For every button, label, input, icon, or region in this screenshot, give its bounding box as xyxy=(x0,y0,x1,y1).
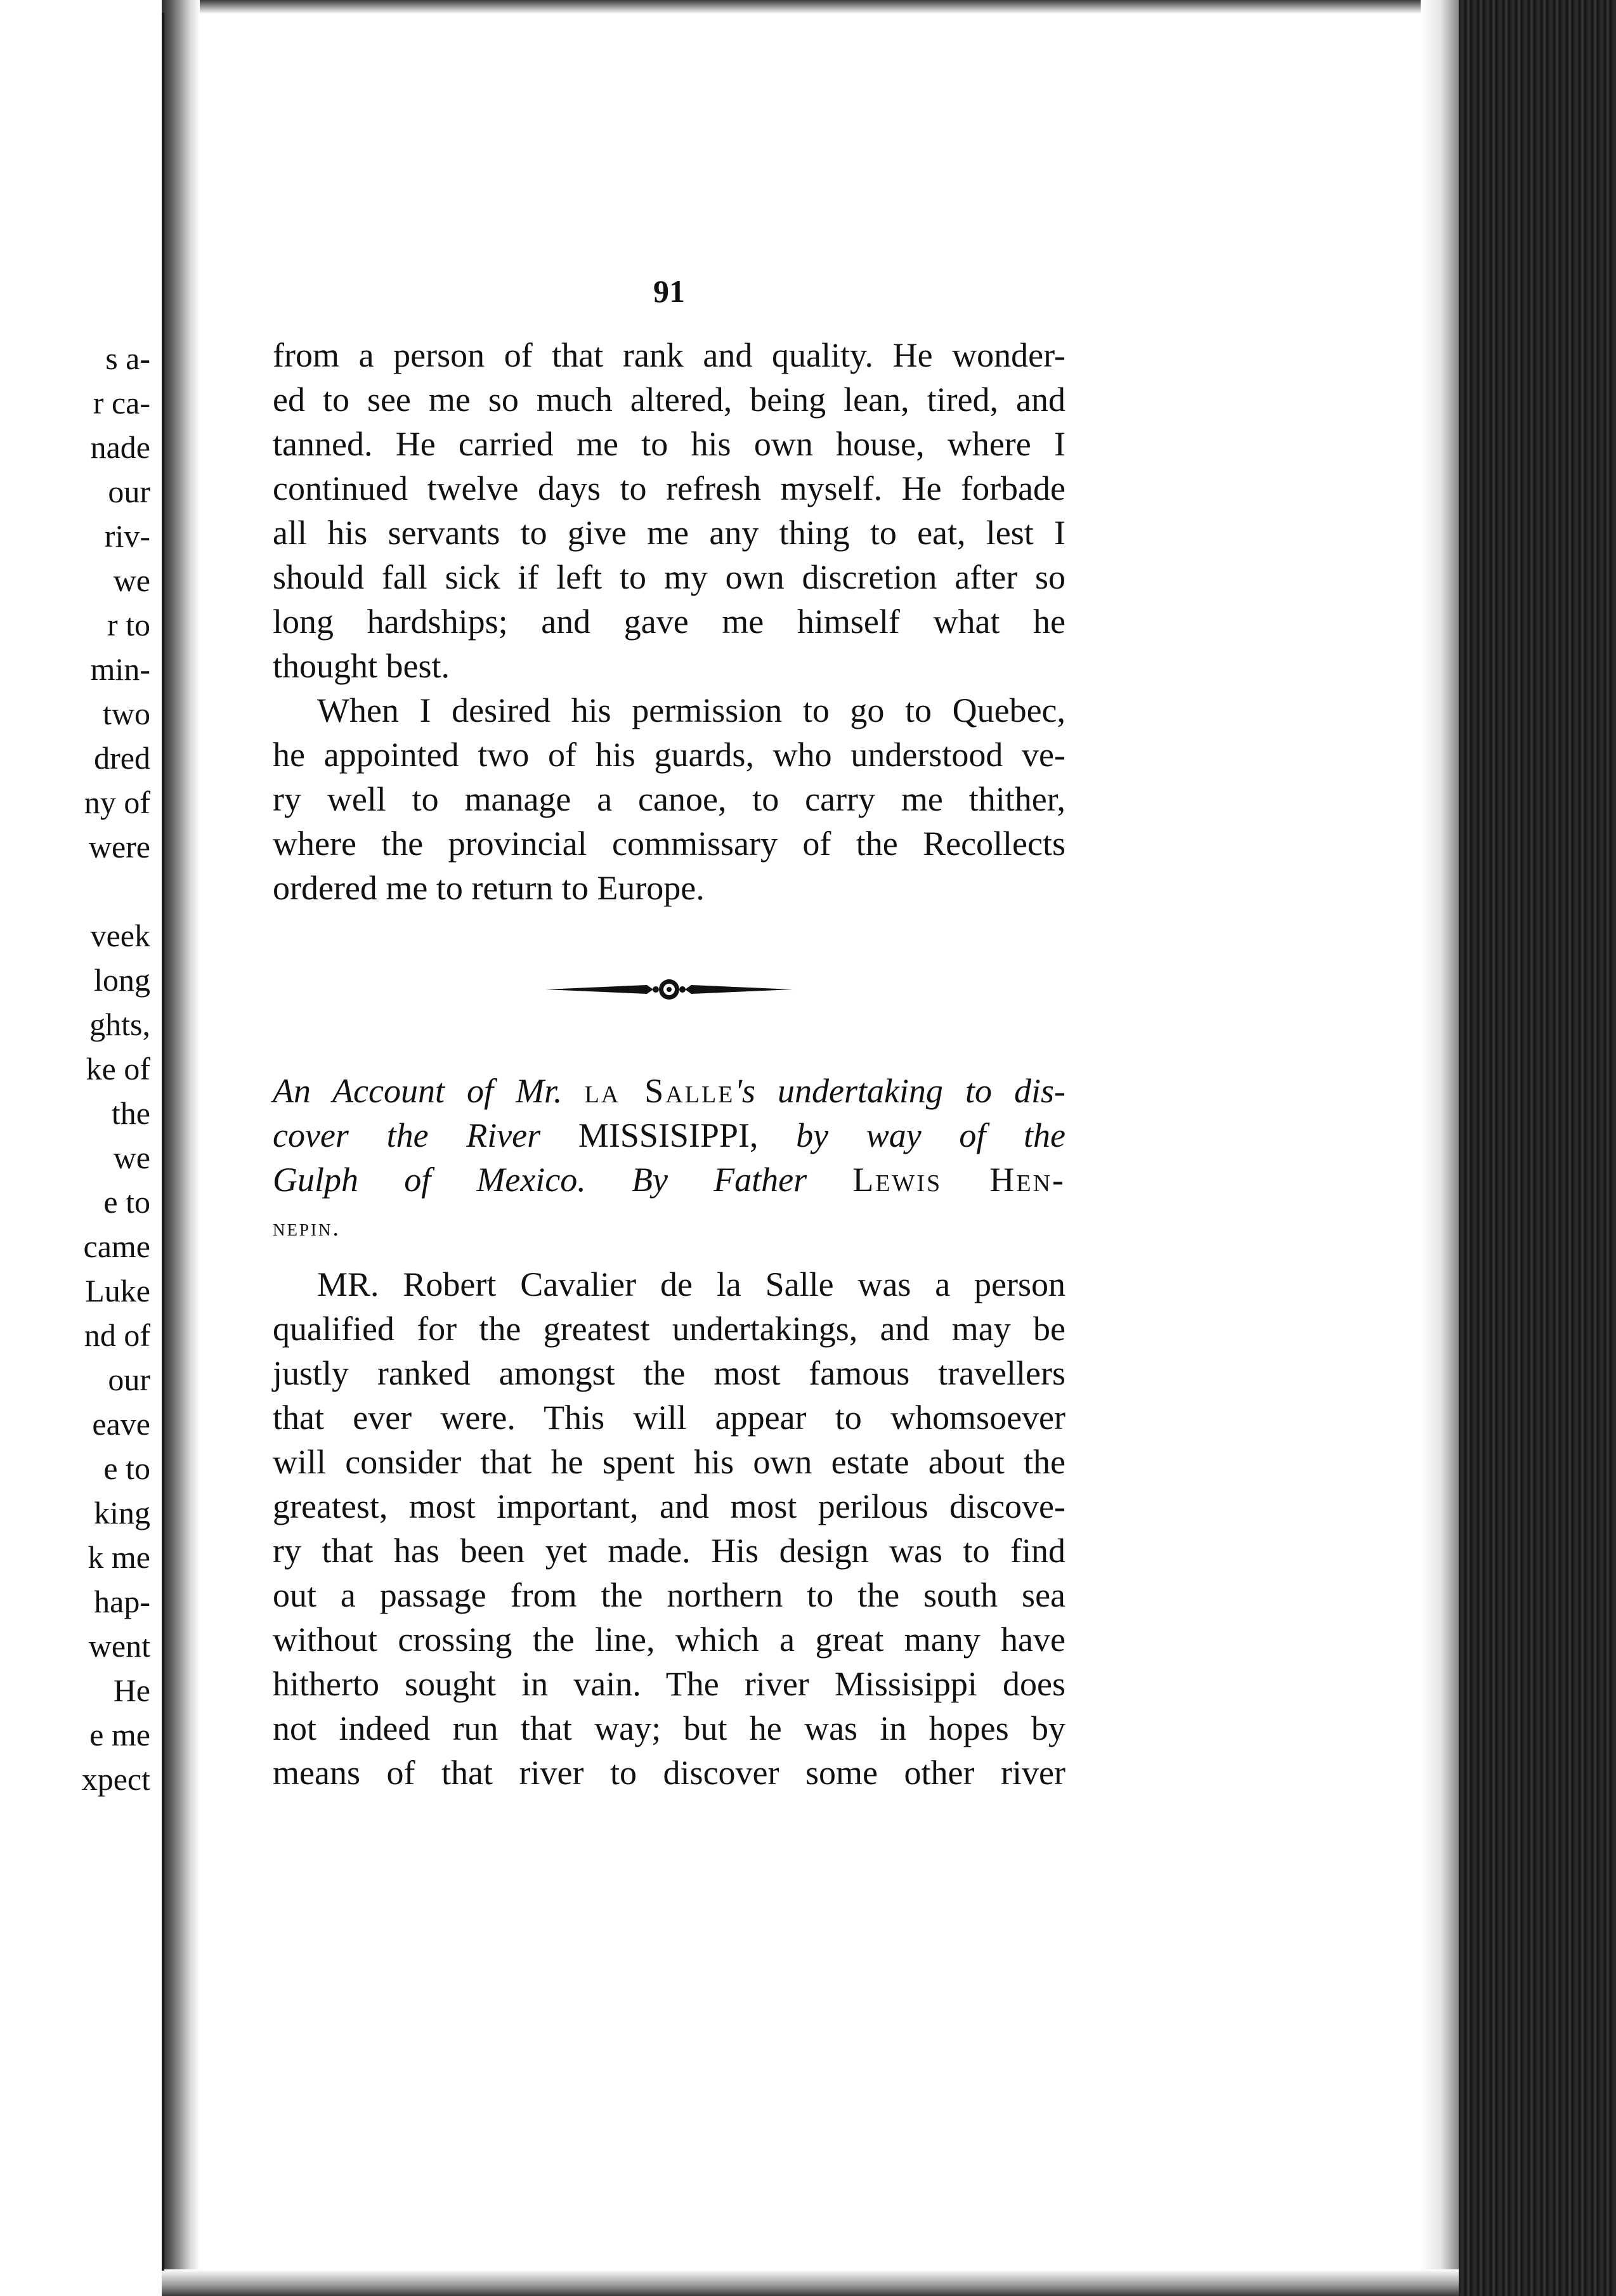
heading-text: by way of the xyxy=(796,1116,1066,1154)
paragraph3-line: justly ranked amongst the most famous travellers xyxy=(273,1354,1065,1392)
paragraph3-line: out a passage from the northern to the south sea xyxy=(273,1576,1065,1614)
previous-page-line-fragment: the xyxy=(111,1095,150,1131)
heading-text: 's undertaking to dis- xyxy=(734,1072,1065,1110)
previous-page-line-fragment: our xyxy=(108,1362,150,1397)
paragraph1-line: ed to see me so much altered, being lean, tired, and xyxy=(273,381,1065,419)
page-top-edge xyxy=(162,0,1459,14)
section-heading-line xyxy=(273,1202,1065,1246)
previous-page-line-fragment: ny of xyxy=(84,785,150,820)
paragraph1-line: thought best. xyxy=(273,647,450,685)
paragraph1-line: should fall sick if left to my own discretion after so xyxy=(273,558,1065,596)
previous-page-line-fragment: hap- xyxy=(94,1584,150,1619)
section-heading-line xyxy=(273,1113,1065,1158)
previous-page-line-fragment: Luke xyxy=(85,1273,150,1308)
previous-page-line-fragment: r to xyxy=(107,607,150,642)
previous-page-line-fragment: eave xyxy=(92,1406,150,1442)
paragraph2-line: ry well to manage a canoe, to carry me thither, xyxy=(273,780,1065,818)
paragraph3-line: qualified for the greatest undertakings, and may be xyxy=(273,1310,1065,1348)
paragraph3-line: will consider that he spent his own estate about the xyxy=(273,1443,1065,1481)
previous-page-line-fragment: two xyxy=(103,696,150,731)
previous-page-line-fragment: nd of xyxy=(84,1317,150,1353)
section-heading-line xyxy=(273,1158,1065,1202)
section-divider-ornament xyxy=(273,974,1065,1005)
previous-page-line-fragment: went xyxy=(88,1628,150,1664)
heading-text: cover the River xyxy=(273,1116,541,1154)
previous-page-line-fragment: e me xyxy=(89,1717,150,1752)
previous-page-line-fragment: we xyxy=(113,563,150,598)
previous-page-line-fragment: came xyxy=(83,1229,150,1264)
previous-page-line-fragment: s a- xyxy=(105,341,150,376)
paragraph1-line: tanned. He carried me to his own house, where I xyxy=(273,425,1065,463)
previous-page-line-fragment: xpect xyxy=(81,1761,150,1797)
paragraph3-line: that ever were. This will appear to whomsoever xyxy=(273,1399,1065,1437)
previous-page-line-fragment: r ca- xyxy=(93,385,150,421)
paragraph3-line: means of that river to discover some other river xyxy=(273,1754,1065,1792)
paragraph3-line: ry that has been yet made. His design was to find xyxy=(273,1532,1065,1570)
book-page-edges xyxy=(1459,0,1616,2296)
previous-page-line-fragment: e to xyxy=(103,1184,150,1220)
previous-page-line-fragment: e to xyxy=(103,1451,150,1486)
paragraph2-line: ordered me to return to Europe. xyxy=(273,869,705,907)
previous-page-line-fragment: veek xyxy=(90,918,150,953)
paragraph3-line: hitherto sought in vain. The river Missisippi does xyxy=(273,1665,1065,1703)
heading-text: Gulph of Mexico. By Father xyxy=(273,1161,807,1199)
book-gutter-shadow xyxy=(162,0,200,2296)
heading-author-name: nepin. xyxy=(273,1215,341,1241)
paragraph3-line: not indeed run that way; but he was in hopes by xyxy=(273,1709,1065,1747)
previous-page-line-fragment: nade xyxy=(90,429,150,465)
page-bottom-edge xyxy=(162,2269,1459,2296)
paragraph3-line: without crossing the line, which a great many have xyxy=(273,1621,1065,1659)
paragraph3-line: MR. Robert Cavalier de la Salle was a person xyxy=(317,1265,1065,1303)
previous-page-line-fragment: we xyxy=(113,1140,150,1175)
previous-page-line-fragment: our xyxy=(108,474,150,509)
heading-text: An Account of Mr. xyxy=(273,1072,563,1110)
paragraph2-line: he appointed two of his guards, who understood ve- xyxy=(273,736,1065,774)
paragraph1-line: long hardships; and gave me himself what he xyxy=(273,603,1065,641)
paragraph2-line: where the provincial commissary of the Recollects xyxy=(273,825,1065,863)
paragraph1-line: all his servants to give me any thing to eat, lest I xyxy=(273,514,1065,552)
previous-page-line-fragment: king xyxy=(94,1495,150,1530)
paragraph1-line: continued twelve days to refresh myself. He forbade xyxy=(273,469,1065,507)
previous-page-line-fragment: dred xyxy=(94,740,150,776)
previous-page-line-fragment: min- xyxy=(90,651,150,687)
previous-page-line-fragment: He xyxy=(113,1673,150,1708)
previous-page-fragment xyxy=(0,13,164,2271)
previous-page-line-fragment: ghts, xyxy=(89,1007,150,1042)
previous-page-line-fragment: ke of xyxy=(86,1051,150,1086)
previous-page-line-fragment: riv- xyxy=(104,518,150,554)
section-heading-line xyxy=(273,1069,1065,1113)
previous-page-line-fragment: were xyxy=(88,829,150,864)
paragraph1-line: from a person of that rank and quality. He wonder- xyxy=(273,336,1065,374)
heading-author-name: Lewis Hen- xyxy=(852,1161,1065,1199)
heading-river-name: MISSISIPPI, xyxy=(578,1116,759,1154)
paragraph2-line: When I desired his permission to go to Quebec, xyxy=(317,691,1065,729)
page-number: 91 xyxy=(653,273,685,309)
previous-page-line-fragment: long xyxy=(94,962,150,998)
previous-page-line-fragment: k me xyxy=(88,1539,150,1575)
paragraph3-line: greatest, most important, and most perilous discove- xyxy=(273,1487,1065,1525)
heading-name-la-salle: la Salle xyxy=(584,1072,735,1110)
